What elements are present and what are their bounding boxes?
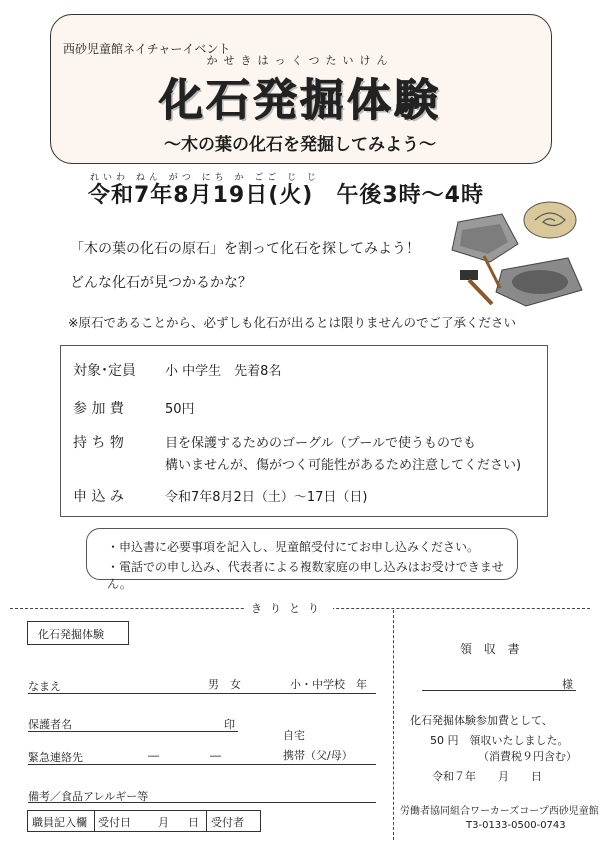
staff-label: 職員記入欄 [32,816,87,829]
organizer-label: 西砂児童館ネイチャーイベント [63,42,231,56]
mobile-phone-label: 携帯（父/母） [283,749,353,762]
hammer-icon [460,256,500,304]
receipt-line-1: 化石発掘体験参加費として、 [410,714,553,727]
name-underline [28,693,376,694]
intro-line-1: 「木の葉の化石の原石」を割って化石を探してみよう！ [70,241,420,257]
ammonite-icon [524,202,576,238]
title-ruby: かせきはっくつたいけん [206,54,394,67]
target-label: 対象･定員 [73,363,136,379]
received-day: 日 [188,816,199,829]
received-month: 月 [158,816,169,829]
application-label: 申 込 み [73,489,124,505]
guardian-label: 保護者名 [28,718,72,731]
fossil-stones-illustration [440,192,590,312]
received-date-label: 受付日 [98,816,131,829]
receipt-issuer: 労働者協同組合ワーカーズコープ西砂児童館 [400,806,599,817]
vertical-cut-line [393,610,394,840]
disclaimer-note: ※原石であることから、必ずしも化石が出るとは限りませんのでご了承ください [68,315,516,330]
phone-dash-2: ― [210,749,221,762]
application-value: 令和7年8月2日（土）～17日（日) [165,490,368,505]
home-phone-label: 自宅 [283,729,305,742]
event-info-box [60,345,548,517]
staff-divider-1 [94,811,95,831]
receiver-label: 受付者 [211,816,244,829]
form-title-box [27,621,129,645]
emergency-underline [28,764,376,765]
belongings-value-2: 構いませんが、傷がつく可能性があるため注意してください) [165,458,522,473]
staff-divider-2 [206,811,207,831]
receipt-date: 令和７年 月 日 [432,770,542,783]
target-value: 小 中学生 先着8名 [165,364,282,379]
intro-line-2: どんな化石が見つかるかな？ [70,275,252,291]
guardian-underline [28,731,238,732]
event-subtitle: ～木の葉の化石を発掘してみよう～ [164,135,436,155]
allergy-underline [28,802,376,803]
date-ruby: れいわ ねん がつ にち か ごご じ じ [90,173,321,183]
event-date: 令和7年8月19日(火) 午後3時～4時 [88,183,484,208]
receipt-sama: 様 [562,678,573,691]
grade-label: 年 [356,678,367,691]
emergency-label: 緊急連絡先 [28,751,83,764]
receipt-phone: T3-0133-0500-0743 [466,820,566,831]
receipt-title: 領 収 書 [460,642,524,656]
gender-options: 男 女 [208,678,241,691]
belongings-value: 目を保護するためのゴーグル（プールで使うものでも [165,436,476,451]
event-title: 化石発掘体験 [159,75,441,126]
notice-box [86,528,518,591]
name-label: なまえ [28,680,61,693]
notice-item-2: ・電話での申し込み、代表者による複数家庭の申し込みはお受けできません。 [107,560,504,591]
belongings-label: 持 ち 物 [73,435,124,451]
staff-use-box [27,810,261,832]
rock-icon [452,214,518,262]
form-title: 化石発掘体験 [38,628,104,641]
receipt-amount: 50 円 領収いたしました。 [430,734,569,747]
notice-item-1: ・申込書に必要事項を記入し、児童館受付にてお申し込みください。 [107,540,480,554]
fee-label: 参 加 費 [73,401,124,417]
seal-mark: 印 [224,718,235,731]
school-label: 小・中学校 [290,678,345,691]
receipt-tax: （消費税９円含む） [478,750,577,763]
fee-value: 50円 [165,402,195,417]
fossil-leaf-rock-icon [496,258,582,306]
phone-dash-1: ― [148,749,159,762]
receipt-name-underline [422,690,576,691]
cut-label: きりとり [245,600,333,616]
allergy-label: 備考／食品アレルギー等 [28,790,149,803]
